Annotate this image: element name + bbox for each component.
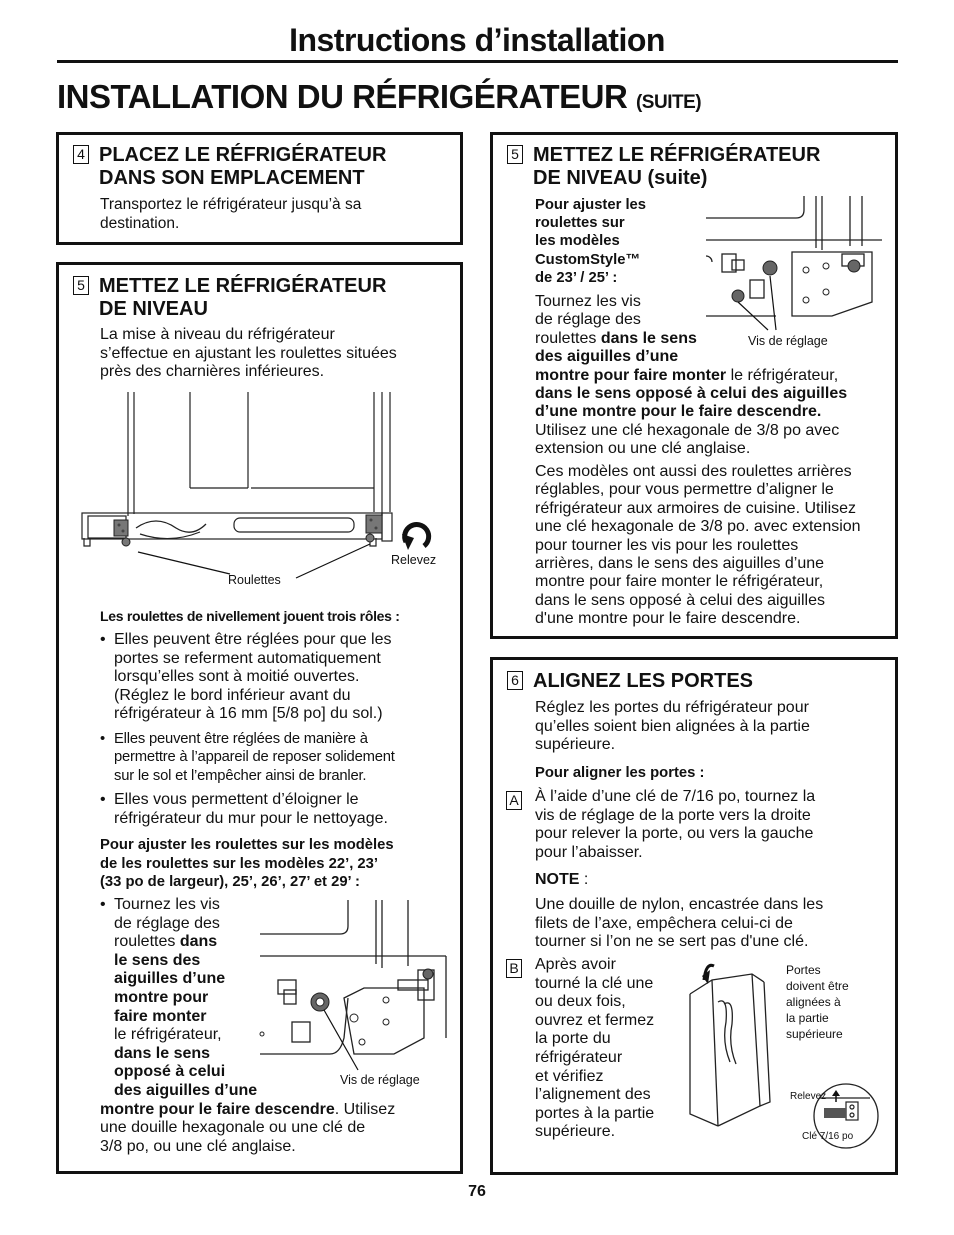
label-b [506,959,522,978]
note-text-line: Une douille de nylon, encastrée dans les [535,896,824,913]
adjust-line: aiguilles d’une [114,970,226,988]
adjust-line: dans le sens [114,1044,211,1062]
step5-heading [73,275,387,320]
step5b-para2-line: pour tourner les vis pour les roulettes [535,536,799,554]
page-number: 76 [468,1183,486,1200]
adjust-text-bold: montre pour le faire descendre [100,1100,335,1118]
step5b-para2 [535,463,861,629]
bullet-line: (Réglez le bord inférieur avant du [114,686,351,704]
step5b-text-line: des aiguilles d’une [535,348,679,366]
adjust-text-bold: dans [179,933,218,951]
step5b-sub-line: de 23’ / 25’ : [535,269,618,286]
step6-intro-line: qu’elles soient bien alignées à la partie [535,717,810,735]
step5b-number: 5 [507,145,523,164]
step5b-para2-line: Ces modèles ont aussi des roulettes arrières [535,463,852,480]
step5-intro-line: La mise à niveau du réfrigérateur [100,326,335,343]
step5b-text-plain: roulettes [535,329,601,347]
step5-heading-line2: DE NIVEAU [99,298,208,320]
step6-text-a-line: vis de réglage de la porte vers la droite [535,806,811,824]
bullet-line: réfrigérateur du mur pour le nettoyage. [114,810,388,828]
step5b-heading-line2: DE NIVEAU (suite) [533,167,708,189]
step6-text-b-line: portes à la partie [535,1104,655,1122]
step4-text-line: Transportez le réfrigérateur jusqu’à sa [100,196,362,213]
roles-heading: Les roulettes de nivellement jouent trois rôles : [100,608,400,624]
step6-text-a [535,788,815,862]
adjust-line: montre pour [114,988,209,1006]
adjust-line: 3/8 po, ou une clé anglaise. [100,1137,296,1155]
adjustment-screw-illustration [258,898,454,1074]
adjust-line: faire monter [114,1007,207,1025]
step6-text-b-line: tourné la clé une [535,974,654,992]
step5b-para2-line: réglables, pour vous permettre d’aligner le [535,481,834,499]
step5b-text-line: Utilisez une clé hexagonale de 3/8 po avec [535,421,840,439]
fig1-label-relevez: Relevez [391,553,437,567]
step6-text-b [535,956,654,1142]
adjust-line: des aiguilles d’une [114,1081,258,1099]
adjust-line: le réfrigérateur, [114,1026,222,1044]
fig4-label-cle: Clé 7/16 po [802,1131,854,1142]
step6-intro-line: Réglez les portes du réfrigérateur pour [535,699,809,716]
step5b-text-line [535,367,847,385]
fig4-label-line: alignées à [786,995,841,1009]
step5b-text-line [535,330,847,348]
step6-text-b-line: réfrigérateur [535,1048,623,1066]
adjust-heading [100,836,394,892]
step5b-para2-line: d'une montre pour le faire descendre. [535,610,801,628]
step5b-heading-line1: METTEZ LE RÉFRIGÉRATEUR [533,144,821,166]
step5b-para2-line: réfrigérateur aux armoires de cuisine. Utilisez [535,499,857,517]
step5-intro-line: près des charnières inférieures. [100,363,325,381]
adjust-text-plain: roulettes [114,933,180,951]
step5b-heading [507,144,821,189]
adjust-line: le sens des [114,951,201,969]
step4-heading-line2: DANS SON EMPLACEMENT [99,167,365,189]
note-text-line: tourner si l’on ne se sert pas d'une clé. [535,933,809,951]
note-heading-text: NOTE [535,871,580,888]
roles-bullet-1 [100,631,450,724]
step6-text-b-line: Après avoir [535,956,616,973]
adjust-line: • Tournez les vis [114,896,220,913]
fig1-label-roulettes: Roulettes [228,573,281,587]
step6-text-b-line: ou deux fois, [535,993,626,1011]
step5b-sub-line: CustomStyle™ [535,251,641,268]
step5b-text [535,293,847,459]
step5b-para2-line: dans le sens opposé à celui des aiguilles [535,591,825,609]
main-title-suite: (SUITE) [635,92,702,113]
fig4-label-line: supérieure [786,1027,843,1041]
roles-list [100,631,450,829]
step5b-text-line: de réglage des [535,311,641,329]
adjust-heading-line: Pour ajuster les roulettes sur les modèles [100,837,394,853]
bullet-line: • Elles vous permettent d’éloigner le [114,791,359,809]
fig4-label-line: la partie [786,1011,829,1025]
step5-heading-line1: METTEZ LE RÉFRIGÉRATEUR [99,275,387,297]
main-title [57,78,701,116]
step5b-text-plain: le réfrigérateur, [726,366,839,384]
bullet-line: portes se referment automatiquement [114,649,381,667]
bullet-line: permettre à l’appareil de reposer solidement [114,749,395,766]
adjust-line: une douille hexagonale ou une clé de [100,1119,366,1137]
step6-text-a-line: À l’aide d’une clé de 7/16 po, tournez la [535,788,816,805]
step5b-text-line: Tournez les vis [535,293,641,310]
step6-heading [507,670,754,693]
step5b-subheading [535,196,646,287]
step6-text-b-line: l’alignement des [535,1086,651,1104]
step5b-sub-line: les modèles [535,233,620,250]
label-b-box: B [506,959,522,978]
step5b-sub-line: roulettes sur [535,215,625,232]
note-text [535,896,823,952]
fig3-label: Vis de réglage [748,334,828,348]
step4-heading-line1: PLACEZ LE RÉFRIGÉRATEUR [99,144,387,166]
step6-text-b-line: supérieure. [535,1123,616,1141]
adjust-heading-line: (33 po de largeur), 25’, 26’, 27’ et 29’ : [100,874,360,890]
door-alignment-illustration [684,958,880,1150]
step6-text-a-line: pour l’abaisser. [535,843,643,861]
step4-heading [73,144,387,189]
adjust-text-plain: . Utilisez [334,1100,396,1118]
bullet-line: réfrigérateur à 16 mm [5/8 po] du sol.) [114,705,383,723]
step5b-text-line: d’une montre pour le faire descendre. [535,403,822,421]
bullet-line: • Elles peuvent être réglées de manière à [114,730,368,747]
roles-bullet-2 [100,730,450,786]
adjust-line: de réglage des [114,914,220,932]
step6-intro-line: supérieure. [535,736,616,754]
step5b-sub-line: Pour ajuster les [535,197,647,213]
fig4-label-line: doivent être [786,979,849,993]
step6-intro [535,699,810,755]
header-rule [57,60,898,63]
header-title: Instructions d’installation [289,22,665,58]
step4-text [100,196,361,233]
step6-text-b-line: ouvrez et fermez [535,1011,655,1029]
fig4-label-line: Portes [786,963,821,977]
step5b-text-line: extension ou une clé anglaise. [535,440,751,458]
step6-text-b-line: et vérifiez [535,1067,604,1085]
step6-text-a-line: pour relever la porte, ou vers la gauche [535,825,814,843]
note-heading-colon: : [579,871,589,888]
adjust-line [100,1101,450,1120]
step5b-para2-line: montre pour faire monter le réfrigérateur, [535,573,824,591]
step5-intro [100,326,397,382]
step4-number: 4 [73,145,89,164]
roles-bullet-3 [100,791,450,828]
step6-text-b-line: la porte du [535,1030,611,1048]
fig4-label-portes [786,962,849,1042]
fig2-label: Vis de réglage [340,1073,420,1087]
step5b-text-line: dans le sens opposé à celui des aiguilles [535,385,848,403]
adjust-heading-line: de les roulettes sur les modèles 22’, 23’ [100,855,378,872]
fig4-label-relevez: Relevez [790,1091,827,1102]
label-a-box: A [506,791,522,810]
note-text-line: filets de l’axe, empêchera celui-ci de [535,914,793,932]
note-heading [535,871,588,890]
step4-text-line: destination. [100,214,180,232]
bullet-line: lorsqu’elles sont à moitié ouvertes. [114,668,360,686]
step5-intro-line: s’effectue en ajustant les roulettes situées [100,344,397,362]
adjust-line: opposé à celui [114,1063,226,1081]
label-a [506,791,522,810]
step5b-text-bold: dans le sens [600,329,697,347]
step6-number: 6 [507,671,523,690]
step5b-para2-line: arrières, dans le sens des aiguilles d’une [535,555,825,573]
bullet-line: • Elles peuvent être réglées pour que les [114,631,392,648]
step6-heading-text: ALIGNEZ LES PORTES [533,670,754,692]
align-heading-text: Pour aligner les portes [535,765,696,781]
step5b-para2-line: une clé hexagonale de 3/8 po. avec extension [535,518,861,536]
step5-number: 5 [73,276,89,295]
align-heading-colon: : [695,765,705,781]
align-heading [535,764,704,783]
main-title-text: INSTALLATION DU RÉFRIGÉRATEUR [57,78,628,115]
step5b-text-bold: montre pour faire monter [535,366,727,384]
bullet-line: sur le sol et l’empêcher ainsi de branler. [114,767,367,784]
